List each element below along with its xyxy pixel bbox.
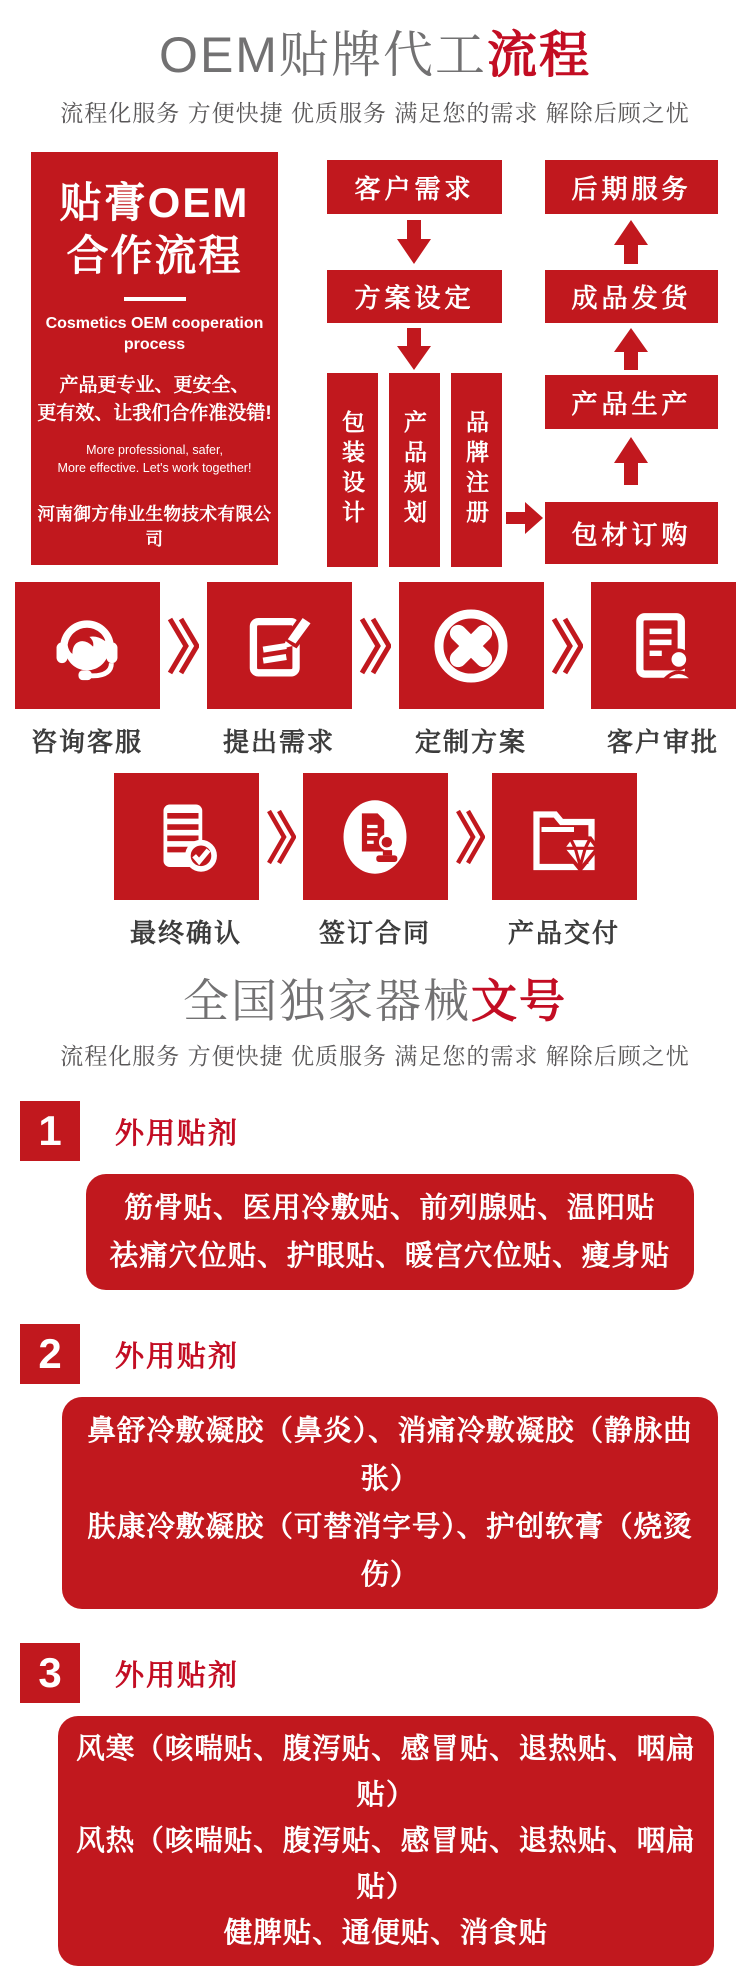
arrow-right-icon (506, 502, 543, 534)
divider (124, 297, 186, 301)
flow-box-after-service: 后期服务 (545, 160, 718, 214)
intro-en-subtitle-line2: process (123, 336, 186, 353)
oem-flowchart (0, 140, 750, 568)
category-3-header (0, 1643, 750, 1703)
category-label: 外用贴剂 (115, 1340, 240, 1373)
chevron-right-icon (259, 773, 303, 900)
step-label: 提出需求 (222, 727, 335, 757)
category-1-products (86, 1174, 694, 1290)
arrow-up-icon (614, 328, 648, 370)
intro-en-subtitle-line1: Cosmetics OEM cooperation (45, 315, 264, 332)
arrow-down-icon (397, 220, 431, 264)
x-circle-icon (399, 582, 544, 709)
flow-box-packaging-order: 包材订购 (545, 502, 718, 564)
arrow-down-icon (397, 328, 431, 370)
step-sign-contract (303, 773, 448, 950)
document-user-icon (591, 582, 736, 709)
flow-box-customer-demand: 客户需求 (327, 160, 502, 214)
steps-row-2 (0, 773, 750, 950)
intro-panel (31, 152, 278, 565)
product-line: 祛痛穴位贴、护眼贴、暖宫穴位贴、瘦身贴 (109, 1240, 671, 1272)
section2-title-accent: 文号 (471, 975, 567, 1027)
category-1-header (0, 1101, 750, 1161)
product-line: 风热（咳喘贴、腹泻贴、感冒贴、退热贴、咽扁贴） (76, 1825, 696, 1903)
chevron-right-icon (544, 582, 591, 709)
flow-vertical-boxes (327, 373, 502, 567)
intro-heading-line1: 贴膏OEM (59, 179, 250, 226)
intro-pitch-line2: 更有效、让我们合作准没错! (37, 403, 272, 424)
page-title (0, 28, 750, 82)
flow-box-package-design: 包装设计 (327, 373, 378, 567)
contract-stamp-icon (303, 773, 448, 900)
product-line: 风寒（咳喘贴、腹泻贴、感冒贴、退热贴、咽扁贴） (76, 1733, 696, 1811)
page-title-accent: 流程 (486, 27, 591, 83)
step-label: 产品交付 (507, 918, 620, 948)
pencil-document-icon (207, 582, 352, 709)
flow-box-product-planning: 产品规划 (389, 373, 440, 567)
headset-customer-service-icon (15, 582, 160, 709)
category-2-products (62, 1397, 718, 1609)
arrow-up-icon (614, 437, 648, 485)
product-line: 肤康冷敷凝胶（可替消字号）、护创软膏（烧烫伤） (87, 1511, 693, 1591)
section2-subtitle: 流程化服务 方便快捷 优质服务 满足您的需求 解除后顾之忧 (60, 1043, 690, 1069)
product-line: 健脾贴、通便贴、消食贴 (223, 1917, 549, 1949)
chevron-right-icon (352, 582, 399, 709)
category-label: 外用贴剂 (115, 1117, 240, 1150)
arrow-up-icon (614, 220, 648, 264)
section2-title-main: 全国独家器械 (183, 975, 471, 1027)
folder-diamond-icon (492, 773, 637, 900)
category-number-badge: 3 (20, 1643, 80, 1703)
category-1 (0, 1101, 750, 1324)
section2-title (0, 976, 750, 1026)
category-2 (0, 1324, 750, 1643)
product-line: 鼻舒冷敷凝胶（鼻炎）、消痛冷敷凝胶（静脉曲张） (87, 1415, 693, 1495)
step-submit-demand (207, 582, 352, 759)
steps-row-1 (0, 582, 750, 759)
flow-box-plan-setting: 方案设定 (327, 270, 502, 323)
step-label: 签订合同 (318, 918, 431, 948)
flow-box-product-production: 产品生产 (545, 375, 718, 429)
page-title-main: OEM贴牌代工 (159, 27, 487, 83)
page-header (0, 0, 750, 128)
category-2-header (0, 1324, 750, 1384)
category-number-badge: 1 (20, 1101, 80, 1161)
step-final-confirm (114, 773, 259, 950)
intro-pitch-line1: 产品更专业、更安全、 (59, 375, 250, 396)
step-label: 咨询客服 (30, 727, 143, 757)
chevron-right-icon (448, 773, 492, 900)
intro-en-pitch-line2: More effective. Let's work together! (57, 461, 252, 475)
step-label: 最终确认 (129, 918, 242, 948)
category-list (0, 1101, 750, 1966)
step-product-delivery (492, 773, 637, 950)
product-line: 筋骨贴、医用冷敷贴、前列腺贴、温阳贴 (124, 1192, 656, 1224)
category-3-products (58, 1716, 714, 1966)
page-subtitle: 流程化服务 方便快捷 优质服务 满足您的需求 解除后顾之忧 (60, 100, 690, 126)
company-name: 河南御方伟业生物技术有限公司 (37, 504, 272, 549)
step-customize-plan (399, 582, 544, 759)
step-customer-approval (591, 582, 736, 759)
chevron-right-icon (160, 582, 207, 709)
category-label: 外用贴剂 (115, 1659, 240, 1692)
category-number-badge: 2 (20, 1324, 80, 1384)
checklist-check-icon (114, 773, 259, 900)
intro-en-pitch-line1: More professional, safer, (86, 443, 223, 457)
step-consult-service (15, 582, 160, 759)
section2-header (0, 976, 750, 1071)
step-label: 客户审批 (606, 727, 719, 757)
step-label: 定制方案 (414, 727, 527, 757)
flow-box-brand-registration: 品牌注册 (451, 373, 502, 567)
intro-heading-line2: 合作流程 (66, 232, 243, 279)
category-3 (0, 1643, 750, 1966)
flow-box-finished-shipping: 成品发货 (545, 270, 718, 323)
